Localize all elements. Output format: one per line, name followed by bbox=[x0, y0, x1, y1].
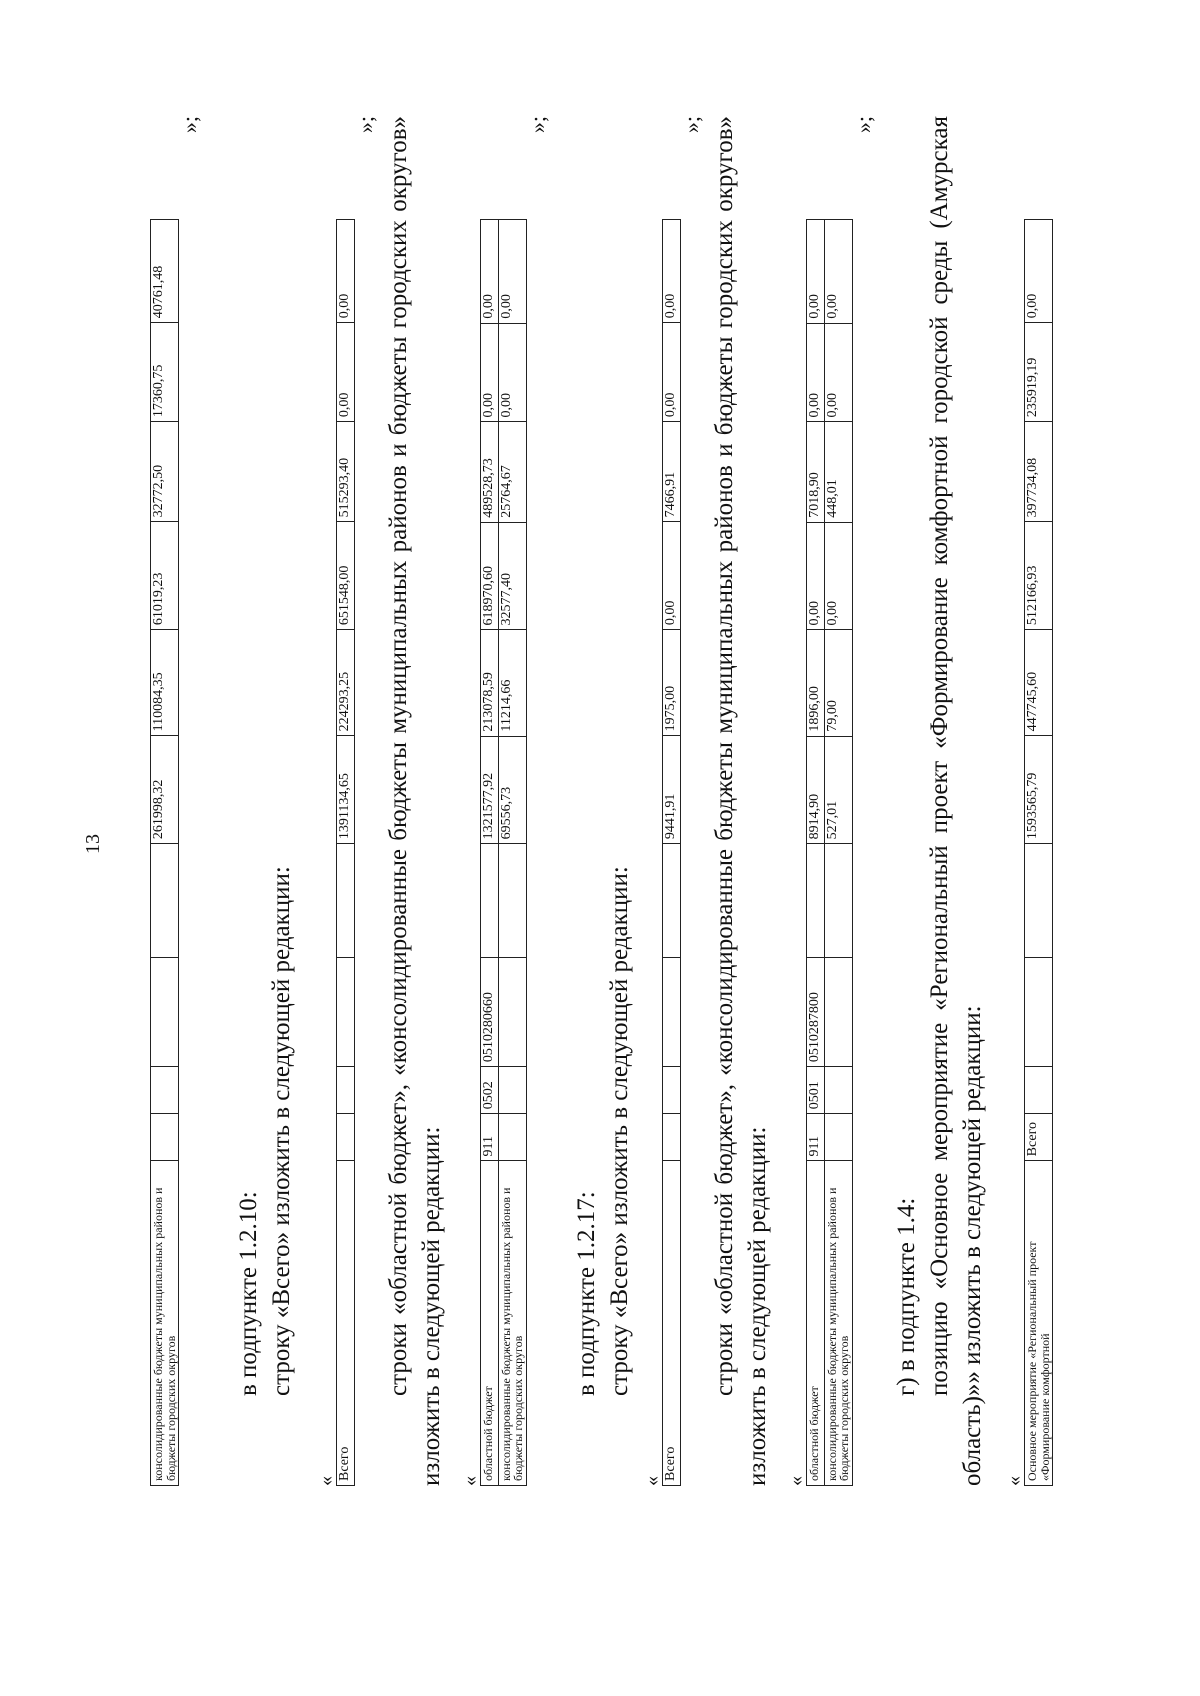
table-cell: 11214,66 bbox=[498, 630, 526, 736]
paragraph-text: в подпункте 1.2.17: bbox=[573, 1191, 600, 1396]
table-cell: 61019,23 bbox=[151, 522, 179, 630]
table-cell: Всего bbox=[663, 1161, 681, 1486]
table-cell: 213078,59 bbox=[481, 630, 499, 736]
paragraph-text: строки «областной бюджет», «консолидированные бюджеты муниципальных районов и бюджеты городских округов» изложить в следующей редакции: bbox=[711, 116, 771, 1486]
table-cell: областной бюджет bbox=[481, 1161, 499, 1486]
table-cell: 1321577,92 bbox=[481, 736, 499, 844]
paragraph-5 bbox=[890, 116, 989, 1486]
paragraph-text: строки «областной бюджет», «консолидированные бюджеты муниципальных районов и бюджеты городских округов» изложить в следующей редакции: bbox=[385, 116, 445, 1486]
paragraph-text: г) в подпункте 1.4: bbox=[893, 1197, 920, 1396]
paragraph-2 bbox=[382, 116, 448, 1486]
paragraph-text: в подпункте 1.2.10: bbox=[235, 1191, 262, 1396]
table-d bbox=[662, 116, 681, 1486]
paragraph-text: строку «Всего» изложить в следующей редакции: bbox=[606, 866, 633, 1396]
table-cell bbox=[824, 957, 852, 1066]
table-row bbox=[481, 117, 499, 1486]
table-cell: 9441,91 bbox=[663, 736, 681, 844]
table-e bbox=[806, 116, 853, 1486]
table-cell: 7466,91 bbox=[663, 422, 681, 522]
table-b bbox=[336, 116, 355, 1486]
table-cell bbox=[337, 957, 355, 1066]
paragraph-text: позицию «Основное мероприятие «Региональный проект «Формирование комфортной городской среды (Амурская область)»» изложить в следующей редакции: bbox=[926, 116, 986, 1486]
table-cell bbox=[498, 1114, 526, 1161]
table-cell: 448,01 bbox=[824, 422, 852, 522]
table-cell bbox=[337, 1066, 355, 1113]
table-cell: 7018,90 bbox=[807, 422, 825, 522]
table-cell: 0,00 bbox=[498, 220, 526, 323]
table-cell bbox=[337, 844, 355, 958]
closing-quote: »; bbox=[177, 116, 203, 134]
table-cell bbox=[1025, 844, 1053, 958]
closing-quote: »; bbox=[678, 116, 704, 134]
table-cell: 110084,35 bbox=[151, 630, 179, 736]
table-cell bbox=[337, 1114, 355, 1161]
table-cell: Основное мероприятие «Региональный проект «Формирование комфортной bbox=[1025, 1161, 1053, 1486]
table-row bbox=[337, 116, 355, 1486]
table-b-block bbox=[316, 116, 377, 1486]
table-cell: 911 bbox=[807, 1114, 825, 1161]
table-row bbox=[498, 117, 526, 1486]
table-cell: 0,00 bbox=[824, 323, 852, 422]
table-row bbox=[807, 117, 825, 1486]
table-cell: 1593565,79 bbox=[1025, 736, 1053, 844]
table-d-block bbox=[642, 116, 703, 1486]
table-cell bbox=[824, 1114, 852, 1161]
table-cell: 0,00 bbox=[807, 323, 825, 422]
table-cell bbox=[498, 1067, 526, 1114]
table-cell: 0,00 bbox=[663, 522, 681, 630]
table-cell: 0,00 bbox=[498, 323, 526, 422]
paragraph-1 bbox=[232, 116, 298, 1486]
table-cell: 0,00 bbox=[481, 323, 499, 422]
table-cell bbox=[807, 844, 825, 958]
table-cell: консолидированные бюджеты муниципальных районов и бюджеты городских округов bbox=[151, 1161, 179, 1486]
table-cell: 8914,90 bbox=[807, 736, 825, 844]
table-row bbox=[663, 116, 681, 1486]
opening-quote: « bbox=[315, 1476, 337, 1486]
table-row bbox=[1025, 116, 1053, 1486]
opening-quote: « bbox=[459, 1476, 481, 1486]
table-cell bbox=[151, 1114, 179, 1161]
table-cell: 397734,08 bbox=[1025, 422, 1053, 522]
page-number: 13 bbox=[82, 834, 104, 854]
table-cell: 0,00 bbox=[1025, 219, 1053, 322]
table-cell: 0502 bbox=[481, 1067, 499, 1114]
table-cell: консолидированные бюджеты муниципальных районов и бюджеты городских округов bbox=[498, 1161, 526, 1486]
table-cell: 40761,48 bbox=[151, 219, 179, 322]
opening-quote: « bbox=[785, 1476, 807, 1486]
opening-quote: « bbox=[641, 1476, 663, 1486]
table-cell: 0,00 bbox=[663, 219, 681, 322]
table-cell: Всего bbox=[1025, 1114, 1053, 1161]
table-cell: 69556,73 bbox=[498, 736, 526, 844]
closing-quote: »; bbox=[352, 116, 378, 134]
table-cell: 79,00 bbox=[824, 630, 852, 736]
table-a bbox=[150, 116, 179, 1486]
table-cell bbox=[663, 1066, 681, 1113]
opening-quote: « bbox=[1003, 1476, 1025, 1486]
table-cell: 0,00 bbox=[824, 220, 852, 323]
table-cell: 651548,00 bbox=[337, 522, 355, 630]
table-e-block bbox=[786, 116, 875, 1486]
table-cell bbox=[1025, 1066, 1053, 1113]
table-cell bbox=[824, 844, 852, 958]
table-cell: 25764,67 bbox=[498, 422, 526, 522]
table-cell: консолидированные бюджеты муниципальных районов и бюджеты городских округов bbox=[824, 1161, 852, 1486]
table-cell: 911 bbox=[481, 1114, 499, 1161]
paragraph-4 bbox=[708, 116, 774, 1486]
closing-quote: »; bbox=[850, 116, 876, 134]
table-cell bbox=[151, 844, 179, 958]
table-cell bbox=[1025, 957, 1053, 1066]
table-cell: 1896,00 bbox=[807, 630, 825, 736]
table-c bbox=[480, 116, 527, 1486]
table-c-block bbox=[460, 116, 549, 1486]
table-cell: 515293,40 bbox=[337, 422, 355, 522]
table-cell bbox=[498, 844, 526, 958]
table-cell: 512166,93 bbox=[1025, 522, 1053, 630]
table-a-block bbox=[150, 116, 201, 1486]
table-cell: 224293,25 bbox=[337, 630, 355, 736]
table-cell: 0501 bbox=[807, 1067, 825, 1114]
table-cell: 235919,19 bbox=[1025, 323, 1053, 422]
table-cell: 0,00 bbox=[824, 522, 852, 630]
closing-quote: »; bbox=[524, 116, 550, 134]
table-f bbox=[1024, 116, 1053, 1486]
table-cell bbox=[151, 1066, 179, 1113]
table-cell: 0510287800 bbox=[807, 957, 825, 1066]
table-cell: областной бюджет bbox=[807, 1161, 825, 1486]
table-cell: 489528,73 bbox=[481, 422, 499, 522]
table-cell: 261998,32 bbox=[151, 736, 179, 844]
table-cell: 447745,60 bbox=[1025, 630, 1053, 736]
table-cell bbox=[151, 957, 179, 1066]
table-cell: Всего bbox=[337, 1161, 355, 1486]
table-cell: 0,00 bbox=[807, 220, 825, 323]
table-cell bbox=[824, 1067, 852, 1114]
table-cell: 0,00 bbox=[807, 522, 825, 630]
table-cell: 1391134,65 bbox=[337, 736, 355, 844]
table-cell bbox=[481, 844, 499, 958]
paragraph-3 bbox=[570, 116, 636, 1486]
table-cell: 32577,40 bbox=[498, 522, 526, 630]
table-cell: 0,00 bbox=[337, 323, 355, 422]
paragraph-text: строку «Всего» изложить в следующей редакции: bbox=[268, 866, 295, 1396]
table-cell: 0,00 bbox=[663, 323, 681, 422]
table-f-block bbox=[1004, 116, 1053, 1486]
table-cell bbox=[663, 1114, 681, 1161]
table-cell: 17360,75 bbox=[151, 323, 179, 422]
table-cell bbox=[663, 844, 681, 958]
table-cell: 0,00 bbox=[481, 220, 499, 323]
table-cell: 0510280660 bbox=[481, 957, 499, 1066]
table-cell bbox=[663, 957, 681, 1066]
table-cell: 32772,50 bbox=[151, 422, 179, 522]
table-row bbox=[151, 116, 179, 1486]
table-cell: 618970,60 bbox=[481, 522, 499, 630]
table-cell: 0,00 bbox=[337, 219, 355, 322]
table-cell: 527,01 bbox=[824, 736, 852, 844]
table-cell bbox=[498, 957, 526, 1066]
table-cell: 1975,00 bbox=[663, 630, 681, 736]
table-row bbox=[824, 117, 852, 1486]
